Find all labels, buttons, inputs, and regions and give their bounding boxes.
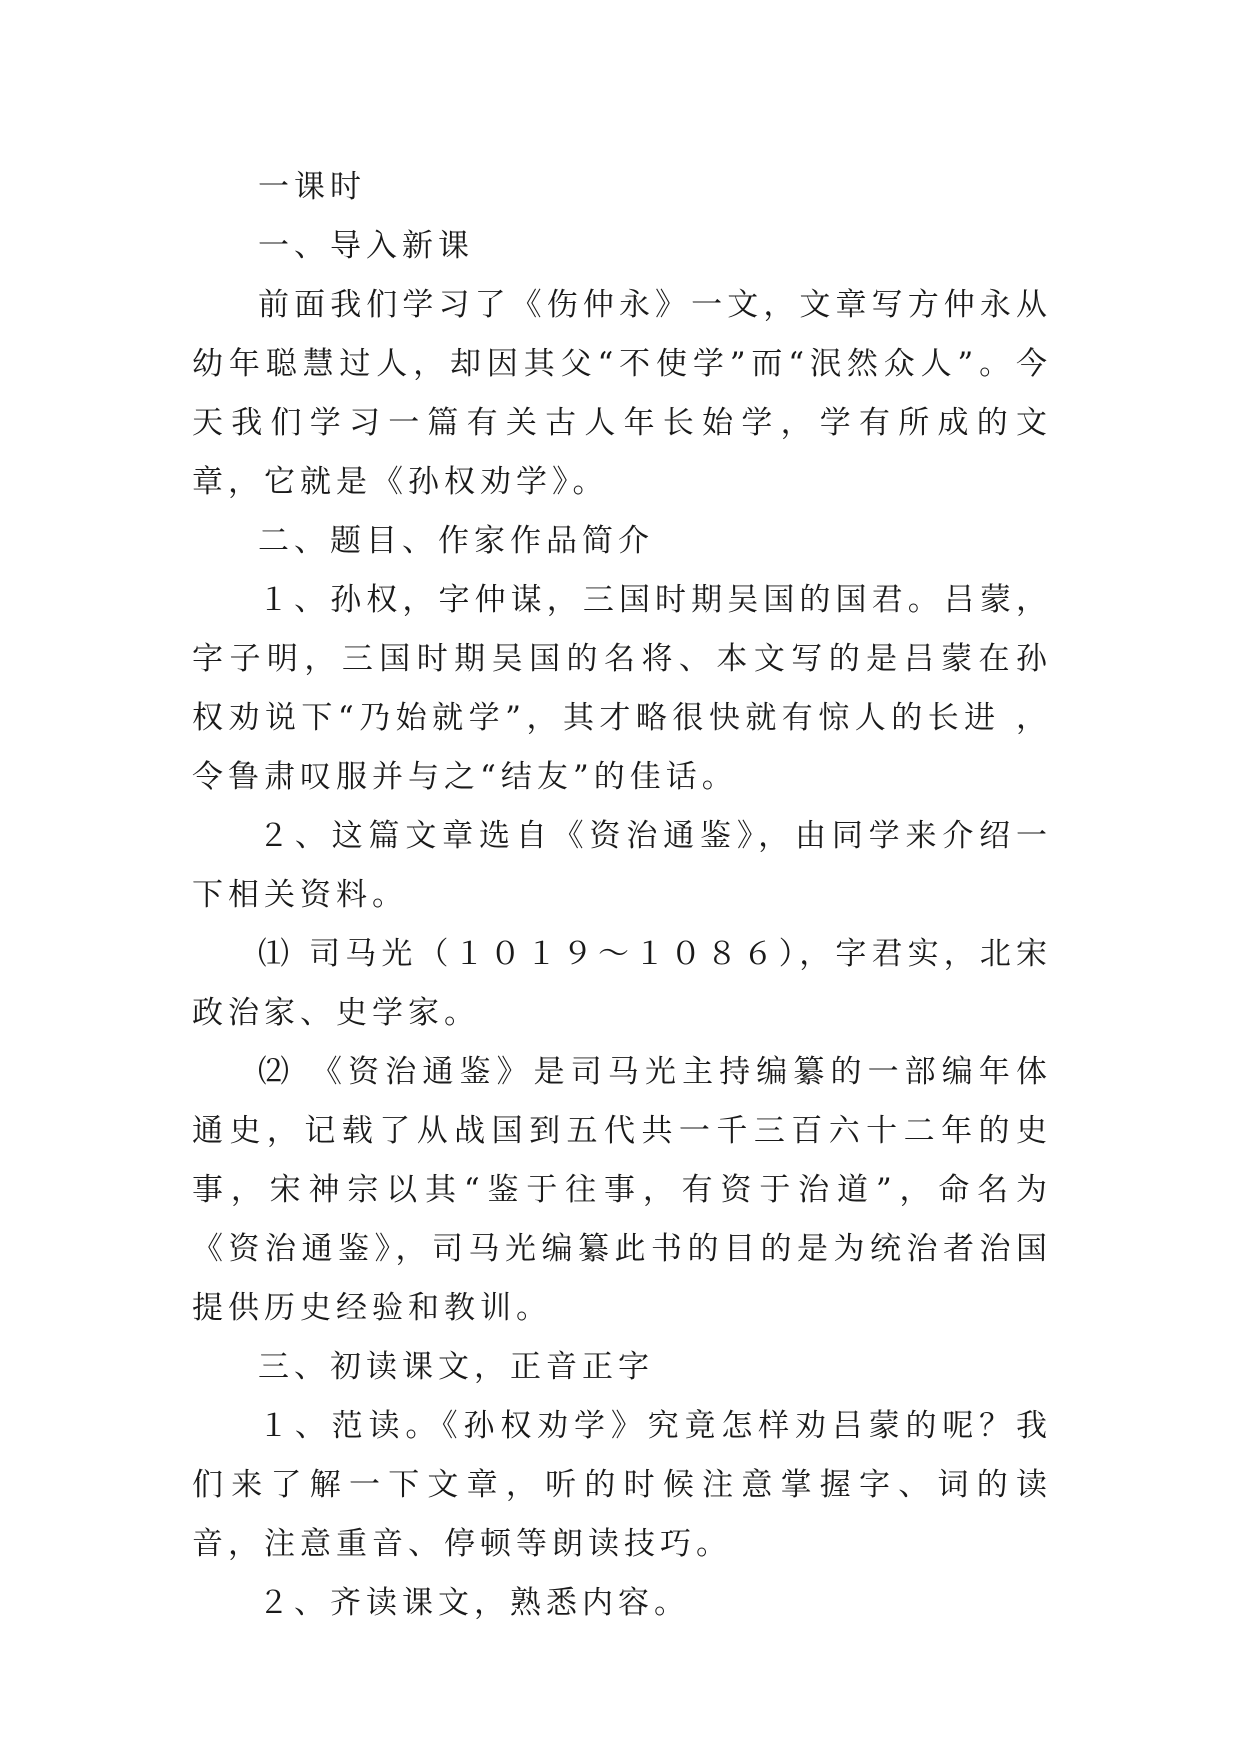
- author-paragraph-4: ⑵ 《资治通鉴》是司马光主持编纂的一部编年体通史，记载了从战国到五代共一千三百六十二年的史事，宋神宗以其“鉴于往事，有资于治道”，命名为《资治通鉴》，司马光编纂此书的目的是为统治者治国提供历史经验和教训。: [192, 1054, 1052, 1326]
- author-paragraph-3: ⑴ 司马光（１０１９～１０８６），字君实，北宋政治家、史学家。: [192, 936, 1052, 1031]
- lesson-heading: 一课时: [258, 169, 366, 205]
- document-body: [192, 158, 1052, 1633]
- section-heading-author: 二、题目、作家作品简介: [258, 523, 654, 559]
- section-heading-reading: 三、初读课文，正音正字: [258, 1349, 654, 1385]
- intro-paragraph: 前面我们学习了《伤仲永》一文，文章写方仲永从幼年聪慧过人，却因其父“不使学”而“泯然众人”。今天我们学习一篇有关古人年长始学，学有所成的文章，它就是《孙权劝学》。: [192, 287, 1052, 500]
- author-paragraph-1: １、孙权，字仲谋，三国时期吴国的国君。吕蒙，字子明，三国时期吴国的名将、本文写的是吕蒙在孙权劝说下“乃始就学”，其才略很快就有惊人的长进 ，令鲁肃叹服并与之“结友”的佳话。: [192, 582, 1052, 795]
- author-paragraph-2: ２、这篇文章选自《资治通鉴》，由同学来介绍一下相关资料。: [192, 818, 1052, 913]
- section-heading-intro: 一、导入新课: [258, 228, 474, 264]
- reading-paragraph-2: ２、齐读课文，熟悉内容。: [258, 1585, 690, 1621]
- reading-paragraph-1: １、范读。《孙权劝学》究竟怎样劝吕蒙的呢？我们来了解一下文章，听的时候注意掌握字、词的读音，注意重音、停顿等朗读技巧。: [192, 1408, 1052, 1562]
